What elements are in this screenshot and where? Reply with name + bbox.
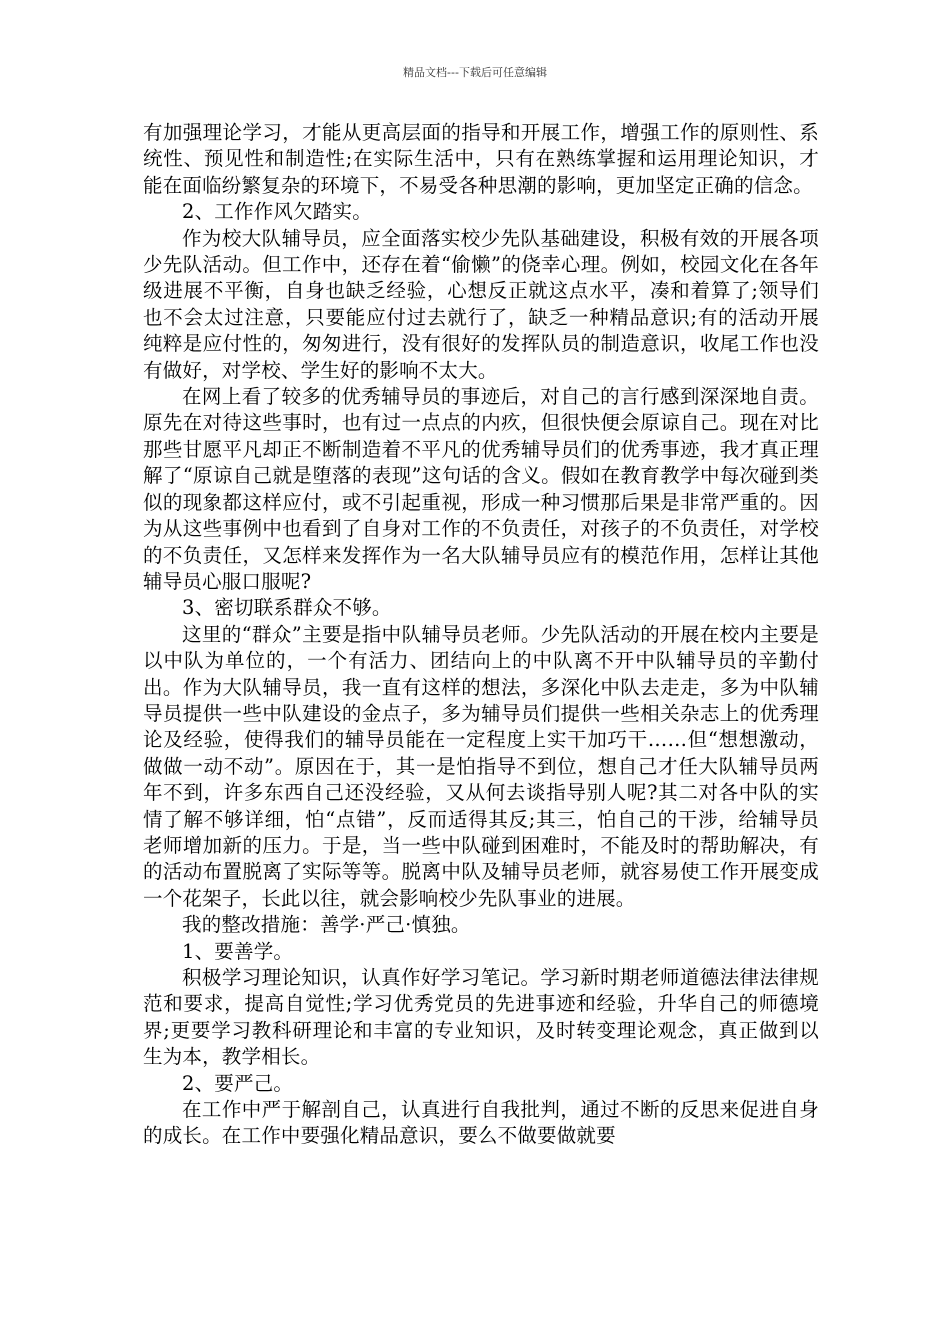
paragraph: 在网上看了较多的优秀辅导员的事迹后，对自己的言行感到深深地自责。原先在对待这些事时，也有过一点点的内疚，但很快便会原谅自己。现在对比那些甘愿平凡却正不断制造着不平凡的优秀辅导员们的优秀事迹，我才真正理解了“原谅自己就是堕落的表现”这句话的含义。假如在教育教学中每次碰到类似的现象都这样应付，或不引起重视，形成一种习惯那后果是非常严重的。因为从这些事例中也看到了自身对工作的不负责任，对孩子的不负责任，对学校的不负责任，又怎样来发挥作为一名大队辅导员应有的模范作用，怎样让其他辅导员心服口服呢? — [143, 385, 819, 593]
document-body — [143, 120, 819, 1150]
paragraph: 这里的“群众”主要是指中队辅导员老师。少先队活动的开展在校内主要是以中队为单位的，一个有活力、团结向上的中队离不开中队辅导员的辛勤付出。作为大队辅导员，我一直有这样的想法，多深化中队去走走，多为中队辅导员提供一些中队建设的金点子，多为辅导员们提供一些相关杂志上的优秀理论及经验，使得我们的辅导员能在一定程度上实干加巧干……但“想想激动，做做一动不动”。原因在于，其一是怕指导不到位，想自己才任大队辅导员两年不到，许多东西自己还没经验，又从何去谈指导别人呢?其二对各中队的实情了解不够详细，怕“点错”，反而适得其反;其三，怕自己的干涉，给辅导员老师增加新的压力。于是，当一些中队碰到困难时，不能及时的帮助解决，有的活动布置脱离了实际等等。脱离中队及辅导员老师，就容易使工作开展变成一个花架子，长此以往，就会影响校少先队事业的进展。 — [143, 622, 819, 910]
paragraph: 有加强理论学习，才能从更高层面的指导和开展工作，增强工作的原则性、系统性、预见性和制造性;在实际生活中，只有在熟练掌握和运用理论知识，才能在面临纷繁复杂的环境下，不易受各种思潮的影响，更加坚定正确的信念。 — [143, 121, 819, 197]
paragraph: 积极学习理论知识，认真作好学习笔记。学习新时期老师道德法律法律规范和要求，提高自觉性;学习优秀党员的先进事迹和经验，升华自己的师德境界;更要学习教科研理论和丰富的专业知识，及时转变理论观念，真正做到以生为本，教学相长。 — [143, 966, 819, 1069]
page-header: 精品文档---下载后可任意编辑 — [403, 66, 547, 79]
section-heading: 2、工作作风欠踏实。 — [182, 200, 372, 224]
section-heading: 2、要严己。 — [182, 1071, 294, 1095]
paragraph: 在工作中严于解剖自己，认真进行自我批判，通过不断的反思来促进自身的成长。在工作中要强化精品意识，要么不做要做就要 — [143, 1098, 819, 1148]
section-heading: 我的整改措施：善学·严己·慎独。 — [182, 913, 471, 937]
section-heading: 1、要善学。 — [182, 939, 294, 963]
paragraph: 作为校大队辅导员，应全面落实校少先队基础建设，积极有效的开展各项少先队活动。但工作中，还存在着“偷懒”的侥幸心理。例如，校园文化在各年级进展不平衡，自身也缺乏经验，心想反正就这点水平，凑和着算了;领导们也不会太过注意，只要能应付过去就行了，缺乏一种精品意识;有的活动开展纯粹是应付性的，匆匆进行，没有很好的发挥队员的制造意识，收尾工作也没有做好，对学校、学生好的影响不太大。 — [143, 226, 819, 382]
section-heading: 3、密切联系群众不够。 — [182, 596, 392, 620]
